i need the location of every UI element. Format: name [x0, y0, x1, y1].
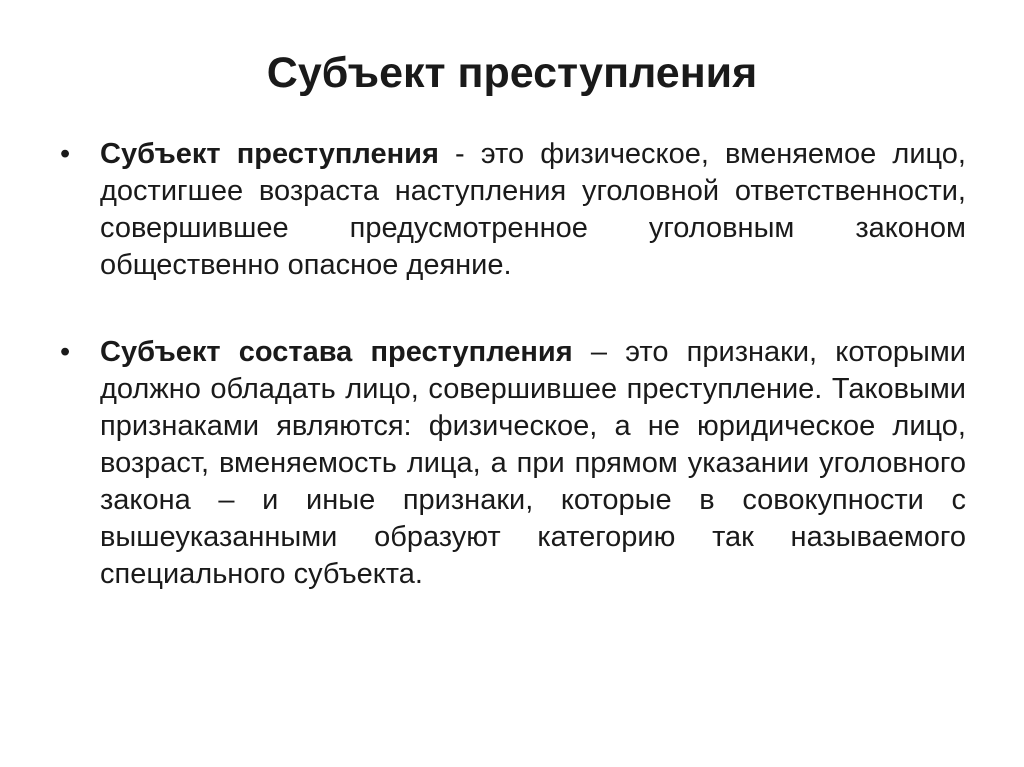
definition-text: – это признаки, которыми должно обладать лицо, совершившее преступление. Таковыми признаками являются: физическое, а не юридическое лицо, возраст, вменяемость лица, а при прямом указании уголовного закона – и иные признаки, которые в совокупности с вышеуказанными образуют категорию так называемого специального субъекта.	[100, 336, 967, 590]
slide-title: Субъект преступления	[266, 49, 758, 97]
definition-text: - это физическое, вменяемое лицо, достигшее возраста наступления уголовной ответственности, совершившее предусмотренное уголовным законом общественно опасное деяние.	[100, 138, 966, 281]
definition-term: Субъект состава преступления	[100, 336, 573, 368]
bullet-item-subject	[60, 136, 966, 284]
definition-term: Субъект преступления	[100, 138, 439, 170]
bullet-icon: •	[60, 138, 71, 170]
bullet-list	[60, 136, 966, 593]
bullet-item-subject-composition	[60, 334, 966, 593]
bullet-icon: •	[60, 336, 71, 368]
